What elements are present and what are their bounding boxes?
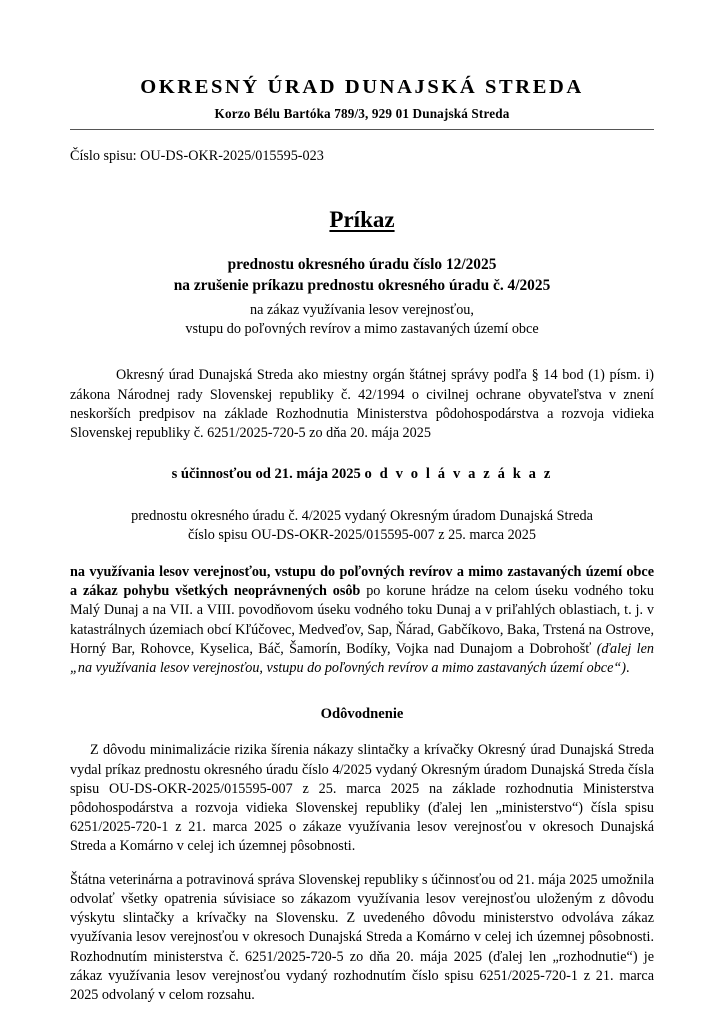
scope-italic-definition: (ďalej len „na využívania lesov verejnosťou, vstupu do poľovných revírov a mimo zastavaných území obce“) xyxy=(70,640,654,677)
section-heading-reasoning: Odôvodnenie xyxy=(320,706,404,723)
reasoning-paragraph-1: Z dôvodu minimalizácie rizika šírenia nákazy slintačky a krívačky Okresný úrad Dunajská Streda vydal príkaz prednostu okresného úradu číslo 4/2025 vydaný Okresným úradom Dunajská Streda čísla spisu OU-DS-OKR-2025/015595-007 z 25. marca 2025 na základe rozhodnutia Ministerstva pôdohospodárstva a rozvoja vidieka Slovenskej republiky (ďalej len „ministerstvo“) čísla spisu 6251/2025-720-1 z 21. marca 2025 o zákaze využívania lesov verejnosťou v okresoch Dunajská Streda a Komárno v celej ich územnej pôsobnosti. xyxy=(70,742,654,855)
document-content-column xyxy=(70,0,654,1005)
office-address: Korzo Bélu Bartóka 789/3, 929 01 Dunajská Streda xyxy=(214,105,510,121)
spacer xyxy=(70,485,654,507)
subtitle-line-1: prednostu okresného úradu číslo 12/2025 xyxy=(227,256,497,274)
spacer xyxy=(70,678,654,705)
subtitle-line-3: na zákaz využívania lesov verejnosťou, xyxy=(250,302,474,319)
intro-paragraph: Okresný úrad Dunajská Streda ako miestny orgán štátnej správy podľa § 14 bod (1) písm. i) zákona Národnej rady Slovenskej republiky č. 42/1994 o civilnej ochrane obyvateľstva v znení neskorších predpisov na základe Rozhodnutia Ministerstva pôdohospodárstva a rozvoja vidieka Slovenskej republiky č. 6251/2025-720-5 zo dňa 20. mája 2025 xyxy=(70,367,654,442)
office-name: OKRESNÝ ÚRAD DUNAJSKÁ STREDA xyxy=(140,76,584,98)
letterhead-divider xyxy=(70,129,654,130)
letterhead xyxy=(70,0,654,130)
revoked-order-line-2: číslo spisu OU-DS-OKR-2025/015595-007 z 25. marca 2025 xyxy=(188,527,536,544)
subtitle-line-2: na zrušenie príkazu prednostu okresného úradu č. 4/2025 xyxy=(173,277,551,295)
scope-normal-text: po korune hrádze na celom úseku vodného toku Malý Dunaj a na VII. a VIII. povodňovom úseku vodného toku Dunaj a v priľahlých oblastiach, t. j. v katastrálnych územiach obcí Kľúčovec, Medveďov, Sap, Ňárad, Gabčíkovo, Baka, Trstená na Ostrove, Horný Bar, Rohovce, Kyselica, Báč, Šamorín, Bodíky, Vojka nad Dunajom a Dobrohošť xyxy=(70,583,654,657)
effective-date-prefix: s účinnosťou od 21. mája 2025 xyxy=(171,466,361,483)
scope-paragraph xyxy=(70,563,654,678)
scope-bold-text: na využívania lesov verejnosťou, vstupu do poľovných revírov a mimo zastavaných území obce a zákaz pohybu všetkých neoprávnených osôb xyxy=(70,563,654,600)
revoked-order-line-1: prednostu okresného úradu č. 4/2025 vydaný Okresným úradom Dunajská Streda xyxy=(131,508,593,525)
spacer xyxy=(70,724,654,741)
spacer xyxy=(70,339,654,366)
spacer xyxy=(70,443,654,465)
spacer xyxy=(70,857,654,871)
revocation-keyword: o d v o l á v a z á k a z xyxy=(364,466,553,483)
subtitle-line-4: vstupu do poľovných revírov a mimo zastavaných území obce xyxy=(185,321,539,338)
reasoning-paragraph-2: Štátna veterinárna a potravinová správa Slovenskej republiky s účinnosťou od 21. mája 2025 umožnila odvolať všetky opatrenia súvisiace so zákazom využívania lesov verejnosťou uloženým z dôvodu výskytu slintačky a krívačky na Slovensku. Z uvedeného dôvodu ministerstvo odvoláva zákaz využívania lesov verejnosťou v okresoch Dunajská Streda a Komárno v celej ich územnej pôsobnosti. Rozhodnutím ministerstva č. 6251/2025-720-5 zo dňa 20. mája 2025 (ďalej len „rozhodnutie“) je zákaz využívania lesov verejnosťou vydaný rozhodnutím číslo spisu 6251/2025-720-1 z 21. marca 2025 odvolaný v celom rozsahu. xyxy=(70,871,654,1004)
scope-trailing-period: . xyxy=(626,660,630,677)
spacer xyxy=(70,546,654,563)
file-number: Číslo spisu: OU-DS-OKR-2025/015595-023 xyxy=(70,148,324,165)
effective-date-line xyxy=(70,465,654,485)
page-title-text: Príkaz xyxy=(329,206,395,232)
page-title xyxy=(70,206,654,234)
